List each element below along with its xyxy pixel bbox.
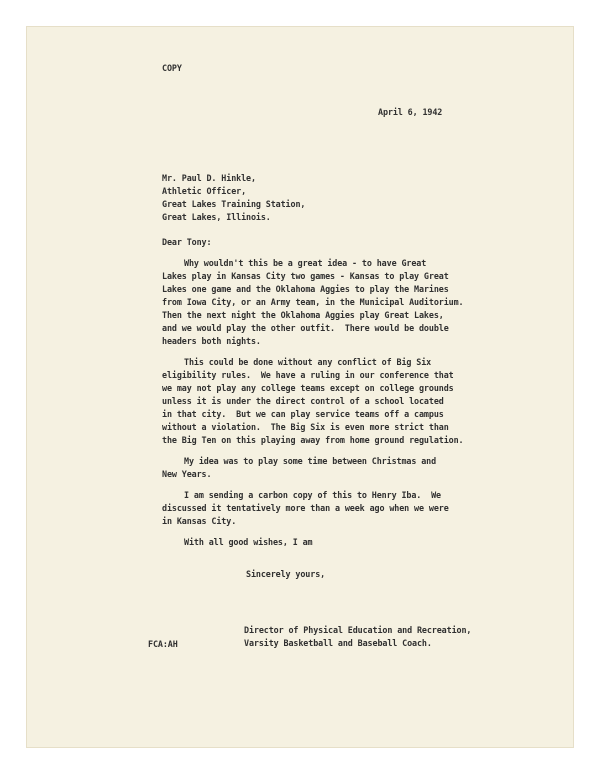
salutation: Dear Tony:	[162, 237, 212, 247]
body-line: I am sending a carbon copy of this to Henry Iba. We	[184, 490, 441, 500]
body-line: in that city. But we can play service teams off a campus	[162, 409, 444, 419]
letter-page	[26, 26, 574, 748]
letter-date: April 6, 1942	[378, 107, 443, 117]
body-line: from Iowa City, or an Army team, in the Municipal Auditorium.	[162, 297, 464, 307]
body-line: Why wouldn't this be a great idea - to have Great	[184, 258, 427, 268]
signature-title-line: Varsity Basketball and Baseball Coach.	[244, 638, 432, 648]
body-line: without a violation. The Big Six is even more strict than	[162, 422, 449, 432]
body-line: New Years.	[162, 469, 212, 479]
body-line: With all good wishes, I am	[184, 537, 313, 547]
body-line: This could be done without any conflict of Big Six	[184, 357, 432, 367]
body-line: Lakes one game and the Oklahoma Aggies to play the Marines	[162, 284, 449, 294]
recipient-line: Mr. Paul D. Hinkle,	[162, 173, 256, 183]
copy-mark: COPY	[162, 63, 182, 73]
recipient-line: Great Lakes Training Station,	[162, 199, 306, 209]
body-line: headers both nights.	[162, 336, 261, 346]
body-line: Lakes play in Kansas City two games - Kansas to play Great	[162, 271, 449, 281]
body-line: discussed it tentatively more than a week ago when we were	[162, 503, 449, 513]
body-line: unless it is under the direct control of a school located	[162, 396, 444, 406]
body-line: eligibility rules. We have a ruling in our conference that	[162, 370, 454, 380]
signature-title-line: Director of Physical Education and Recreation,	[244, 625, 472, 635]
body-line: in Kansas City.	[162, 516, 237, 526]
body-line: the Big Ten on this playing away from home ground regulation.	[162, 435, 464, 445]
body-line: My idea was to play some time between Christmas and	[184, 456, 437, 466]
complimentary-close: Sincerely yours,	[246, 569, 326, 579]
body-line: and we would play the other outfit. There would be double	[162, 323, 449, 333]
reference-initials: FCA:AH	[148, 639, 178, 649]
body-line: we may not play any college teams except on college grounds	[162, 383, 454, 393]
recipient-line: Athletic Officer,	[162, 186, 247, 196]
recipient-line: Great Lakes, Illinois.	[162, 212, 271, 222]
body-line: Then the next night the Oklahoma Aggies play Great Lakes,	[162, 310, 444, 320]
